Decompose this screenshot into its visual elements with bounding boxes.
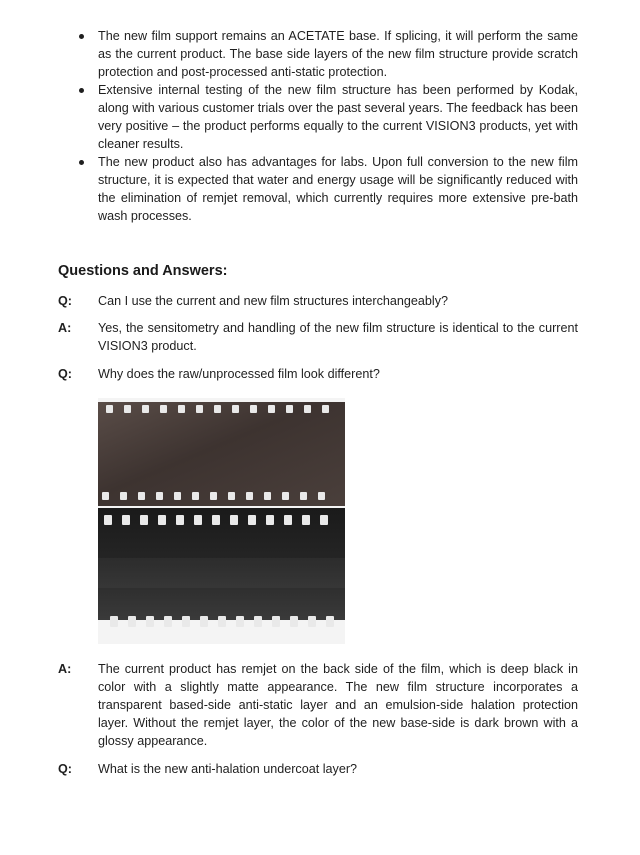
bullet-item [98,153,578,225]
bullet-text: Extensive internal testing of the new film structure has been performed by Kodak, along with various customer trials over the past several years. The feedback has been very positive – the product performs equally to the current VISION3 products, yet with cleaner results. [98,83,578,151]
answer-label: A: [58,321,72,335]
bullet-text: The new film support remains an ACETATE base. If splicing, it will perform the same as the current product. The base side layers of the new film structure provide scratch protection and post-processed anti-static protection. [98,29,578,79]
section-heading: Questions and Answers: [58,263,228,279]
question-label: Q: [58,762,72,776]
answer-text: The current product has remjet on the back side of the film, which is deep black in color with a slightly matte appearance. The new film structure incorporates a transparent based-side anti-static layer and an emulsion-side halation protection layer. Without the remjet layer, the color of the new base-side is dark brown with a glossy appearance. [98,662,578,748]
bullet-item [98,81,578,153]
question-text: Why does the raw/unprocessed film look different? [98,367,380,381]
bullet-text: The new product also has advantages for labs. Upon full conversion to the new film structure, it is expected that water and energy usage will be significantly reduced with the elimination of remjet removal, which currently requires more extensive pre-bath wash processes. [98,155,578,223]
bullet-dot-icon [79,160,84,165]
question-label: Q: [58,367,72,381]
answer-text: Yes, the sensitometry and handling of the new film structure is identical to the current VISION3 product. [98,321,578,353]
bullet-dot-icon [79,34,84,39]
film-strips-icon [98,398,345,644]
answer-label: A: [58,662,72,676]
question-text: What is the new anti-halation undercoat layer? [98,762,358,776]
bullet-dot-icon [79,88,84,93]
film-strips-photo [98,398,345,644]
question-text: Can I use the current and new film structures interchangeably? [98,294,449,308]
bullet-item [98,27,578,81]
question-label: Q: [58,294,72,308]
